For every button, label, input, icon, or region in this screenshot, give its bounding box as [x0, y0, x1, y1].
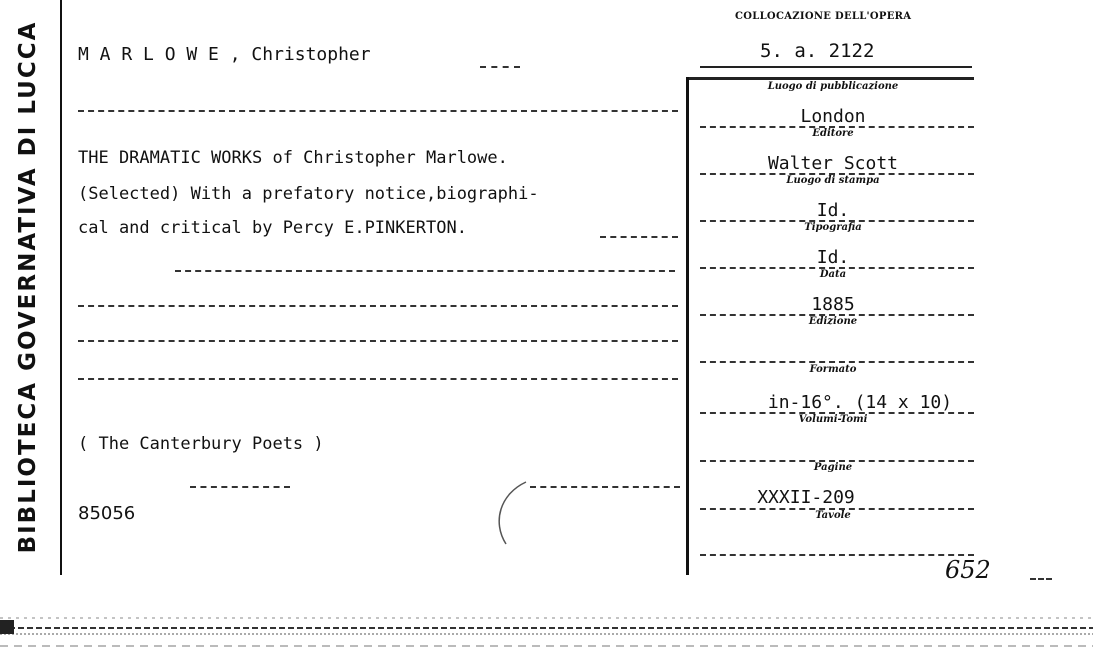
value-luogo-pubblicazione: London	[800, 106, 866, 127]
rule-edizione	[700, 361, 974, 363]
author-heading: M A R L O W E , Christopher	[78, 44, 371, 65]
label-tavole: Tavole	[815, 510, 851, 521]
value-editore: Walter Scott	[767, 153, 899, 174]
rule-tavole	[700, 554, 974, 556]
blank-line-1	[78, 110, 678, 112]
label-volumi-tomi: Volumi-Tomi	[798, 414, 868, 425]
blank-line-2	[175, 270, 675, 272]
blank-line-3	[78, 305, 678, 307]
pencil-arc	[490, 478, 530, 548]
label-pagine: Pagine	[813, 462, 853, 473]
value-formato: in-16°. (14 x 10)	[767, 392, 953, 413]
label-formato: Formato	[809, 364, 857, 375]
handwritten-note: 652	[945, 556, 991, 584]
shelfmark-rule	[700, 66, 972, 68]
author-rule	[480, 66, 520, 68]
blank-line-7	[530, 486, 680, 488]
label-data: Data	[819, 269, 847, 280]
blank-line-5	[78, 378, 678, 380]
inventory-number: 85056	[78, 503, 136, 524]
title-rule-3	[600, 236, 678, 238]
label-tipografia: Tipografia	[804, 222, 862, 233]
title-line-3: cal and critical by Percy E.PINKERTON.	[78, 218, 467, 238]
fields-top-rule	[686, 77, 974, 80]
value-tipografia: Id.	[816, 247, 850, 268]
series-note: ( The Canterbury Poets )	[78, 434, 324, 454]
value-luogo-stampa: Id.	[816, 200, 850, 221]
label-luogo-pubblicazione: Luogo di pubblicazione	[767, 81, 899, 92]
shelfmark: 5. a. 2122	[760, 40, 875, 62]
value-data: 1885	[811, 294, 855, 315]
label-luogo-stampa: Luogo di stampa	[786, 175, 880, 186]
library-side-label: BIBLIOTECA GOVERNATIVA DI LUCCA	[15, 20, 41, 554]
value-pagine: XXXII-209	[757, 487, 855, 508]
bottom-right-mark	[1030, 578, 1052, 580]
title-line-1: THE DRAMATIC WORKS of Christopher Marlowe.	[78, 148, 508, 168]
scan-edge-noise	[0, 612, 1093, 660]
left-margin-rule	[60, 0, 62, 575]
title-line-2: (Selected) With a prefatory notice,biographi-	[78, 184, 539, 204]
blank-line-6	[190, 486, 290, 488]
collocazione-header: COLLOCAZIONE DELL'OPERA	[735, 11, 912, 22]
fields-divider	[686, 77, 689, 575]
label-editore: Editore	[812, 128, 854, 139]
blank-line-4	[78, 340, 678, 342]
label-edizione: Edizione	[808, 316, 858, 327]
